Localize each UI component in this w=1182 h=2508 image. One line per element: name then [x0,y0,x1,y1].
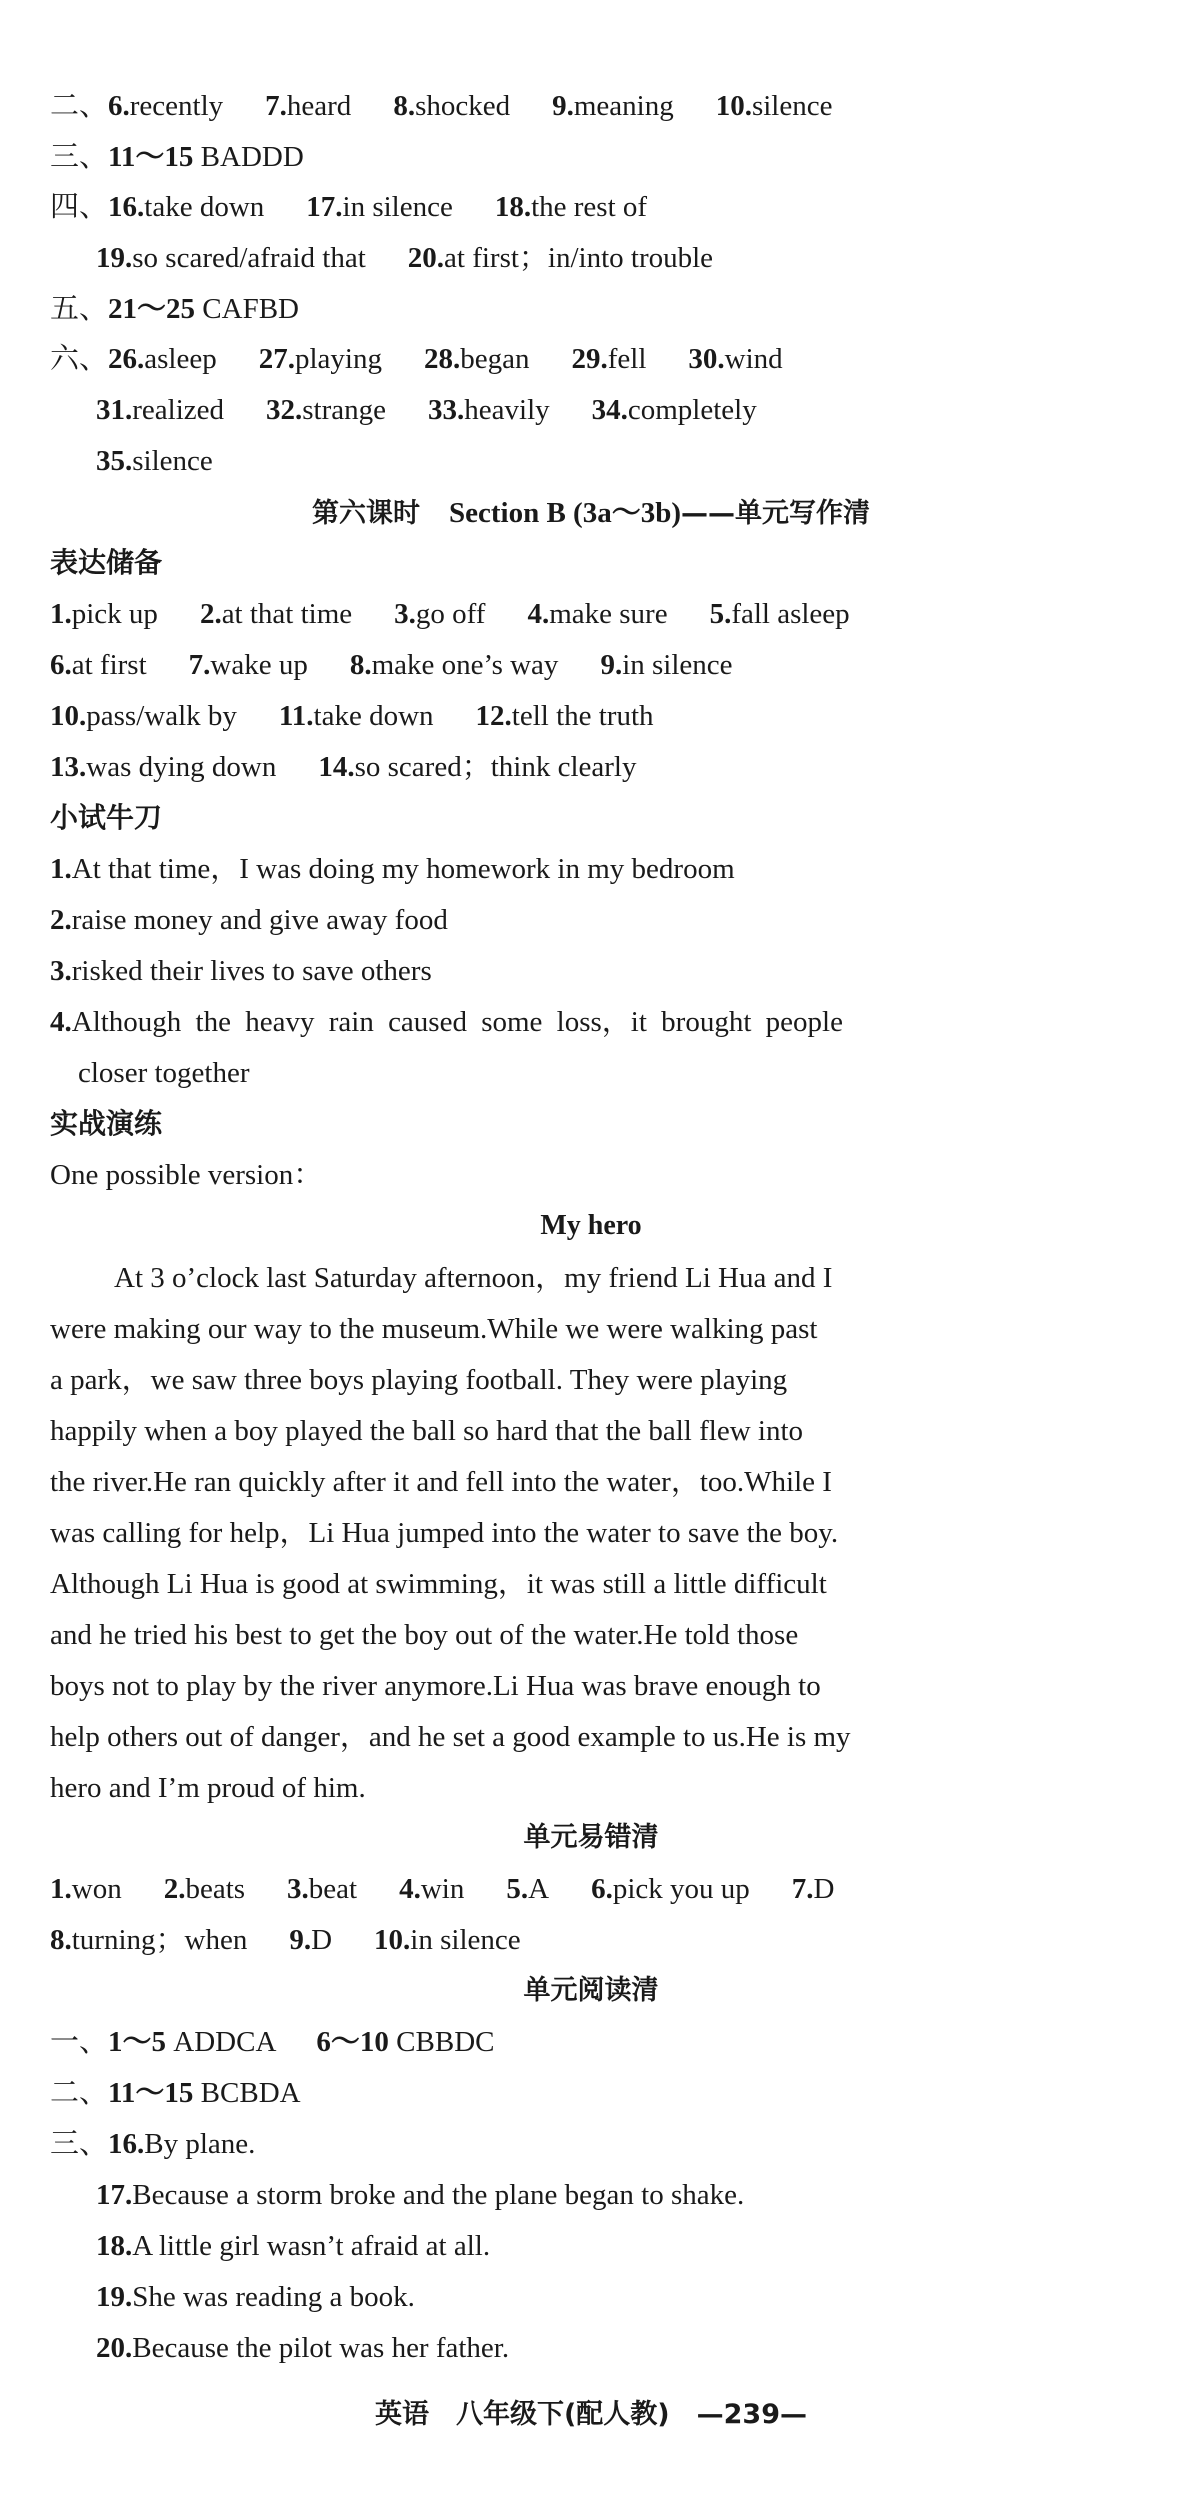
item-text: pick up [71,598,158,630]
item-number: 10. [374,1924,411,1956]
item-number: 8. [50,1924,72,1956]
item-text: was dying down [86,751,277,783]
item-text: in silence [342,191,453,223]
item-number: 5. [506,1873,529,1905]
item-number: 21～25 [108,293,196,325]
item-number: 20. [407,242,445,274]
expr-row2 [50,645,733,685]
part6-answers-row2 [96,390,757,430]
practice-heading: 实战演练 [50,1107,163,1140]
part-label: 二、 [50,2077,109,2109]
item-number: 9. [552,90,574,122]
item-text: pick you up [612,1873,750,1905]
item-text: at first；in/into trouble [444,242,714,274]
part4-answers-row1 [50,187,647,227]
item-text: began [460,343,530,375]
item-number: 3. [287,1873,309,1905]
item-text: take down [313,700,434,732]
try-item-2 [50,900,448,940]
item-text: won [71,1873,122,1905]
item-number: 18. [494,191,532,223]
item-number: 20. [96,2332,133,2364]
item-number: 6. [108,90,130,122]
part4-label: 四、 [50,191,109,223]
item-number: 11～15 [108,141,194,173]
item-text: at that time [221,598,353,630]
item-text: raise money and give away food [71,904,448,936]
item-number: 4. [50,1006,72,1038]
item-text: fell [607,343,647,375]
version-label: One possible version： [50,1159,323,1191]
essay-line: At 3 o’clock last Saturday afternoon，my friend Li Hua and I [114,1262,833,1294]
item-number: 6. [591,1873,613,1905]
item-text: so scared/afraid that [132,242,366,274]
page-footer: 英语 八年级下(配人教) —239— [374,2399,808,2430]
item-text: wake up [210,649,308,681]
part6-answers-row3 [96,441,213,481]
item-text: heard [286,90,352,122]
part-label: 一、 [50,2026,109,2058]
part2-label: 二、 [50,90,109,122]
item-number: 31. [96,394,133,426]
item-number: 16. [108,2128,145,2160]
item-text: Because the pilot was her father. [132,2332,510,2364]
item-text: at first [71,649,147,681]
item-text: fall asleep [731,598,850,630]
item-text: make sure [549,598,668,630]
item-number: 17. [96,2179,133,2211]
item-text: the rest of [531,191,648,223]
item-number: 10. [50,700,87,732]
item-text: in silence [410,1924,521,1956]
item-text: tell the truth [511,700,654,732]
item-number: 7. [791,1873,814,1905]
part5-answers [50,289,299,329]
essay-line: hero and I’m proud of him. [50,1772,366,1804]
item-number: 9. [289,1924,312,1956]
try-item-4 [50,1002,843,1042]
item-number: 19. [96,2281,133,2313]
item-number: 12. [475,700,512,732]
item-number: 16. [108,191,145,223]
item-number: 29. [571,343,608,375]
item-number: 26. [108,343,145,375]
item-number: 3. [50,955,72,987]
essay-title: My hero [540,1210,642,1241]
item-number: 6～10 [316,2026,389,2058]
item-number: 13. [50,751,87,783]
item-number: 3. [394,598,416,630]
item-number: 17. [306,191,343,223]
item-text: shocked [415,90,511,122]
item-text: beats [185,1873,246,1905]
reading-part3-item19 [96,2277,415,2317]
item-number: 7. [188,649,211,681]
item-number: 1. [50,853,72,885]
essay-line: the river.He ran quickly after it and fell into the water，too.While I [50,1466,832,1498]
item-text: go off [415,598,486,630]
essay-line: boys not to play by the river anymore.Li Hua was brave enough to [50,1670,821,1702]
lesson-label: 第六课时 [311,498,420,529]
essay-line: were making our way to the museum.While we were walking past [50,1313,818,1345]
reading-heading: 单元阅读清 [523,1975,659,2006]
item-number: 10. [715,90,752,122]
part-label: 三、 [50,2128,109,2160]
lesson6-heading [0,493,1182,534]
item-text: in silence [622,649,733,681]
item-number: 1～5 [108,2026,167,2058]
item-text: so scared；think clearly [354,751,637,783]
section-suffix: ——单元写作清 [681,498,870,529]
item-text: strange [302,394,387,426]
item-number: 1. [50,1873,72,1905]
item-number: 30. [688,343,725,375]
item-text: Although the heavy rain caused some loss，it brought people [71,1006,843,1038]
reading-part3-item16 [50,2124,255,2164]
item-text: By plane. [144,2128,256,2160]
section-label: Section B (3a～3b) [448,497,681,529]
item-number: 28. [423,343,461,375]
essay-body [50,1253,1130,1814]
item-text: pass/walk by [86,700,237,732]
part5-label: 五、 [50,293,109,325]
item-text: beat [308,1873,358,1905]
item-text: She was reading a book. [132,2281,415,2313]
item-number: 9. [600,649,623,681]
item-number: 11. [278,700,314,732]
item-text: BADDD [193,141,304,173]
item-text: playing [294,343,382,375]
item-text: Because a storm broke and the plane began to shake. [132,2179,745,2211]
item-text: A little girl wasn’t afraid at all. [132,2230,491,2262]
item-number: 19. [96,242,133,274]
item-number: 1. [50,598,72,630]
item-number: 27. [258,343,295,375]
item-text: D [311,1924,333,1956]
part3-label: 三、 [50,141,109,173]
essay-line: and he tried his best to get the boy out of the water.He told those [50,1619,799,1651]
part2-answers [50,86,832,126]
item-text: silence [132,445,213,477]
error-row2 [50,1920,521,1960]
essay-line: help others out of danger，and he set a good example to us.He is my [50,1721,851,1753]
essay-line: happily when a boy played the ball so hard that the ball flew into [50,1415,803,1447]
reading-part2 [50,2073,301,2113]
essay-line: was calling for help，Li Hua jumped into the water to save the boy. [50,1517,839,1549]
expr-heading: 表达储备 [50,546,163,579]
item-number: 33. [428,394,465,426]
item-text: take down [144,191,265,223]
item-number: 6. [50,649,72,681]
reading-part3-item20 [96,2328,509,2368]
error-heading: 单元易错清 [523,1822,659,1853]
item-number: 18. [96,2230,133,2262]
item-text: make one’s way [371,649,559,681]
part3-answers [50,137,304,177]
item-text: asleep [144,343,217,375]
essay-line: a park，we saw three boys playing football. They were playing [50,1364,788,1396]
item-number: 11～15 [108,2077,194,2109]
item-text: silence [751,90,833,122]
item-number: 7. [265,90,287,122]
reading-part1 [50,2022,495,2062]
item-number: 5. [709,598,732,630]
try-heading: 小试牛刀 [50,801,163,834]
item-text: D [813,1873,835,1905]
item-number: 4. [527,598,550,630]
item-text: risked their lives to save others [71,955,432,987]
item-text: CAFBD [195,293,299,325]
item-number: 35. [96,445,133,477]
part6-label: 六、 [50,343,109,375]
try-item-4-cont: closer together [78,1057,250,1089]
item-text: wind [724,343,783,375]
try-item-1 [50,849,735,889]
item-text: At that time，I was doing my homework in my bedroom [71,853,735,885]
item-number: 4. [399,1873,421,1905]
expr-row1 [50,594,850,634]
item-text: turning；when [71,1924,248,1956]
item-text: realized [132,394,225,426]
essay-line: Although Li Hua is good at swimming，it was still a little difficult [50,1568,827,1600]
item-number: 14. [318,751,355,783]
reading-part3-item18 [96,2226,490,2266]
item-number: 2. [199,598,222,630]
part6-answers-row1 [50,339,783,379]
item-text: win [420,1873,465,1905]
item-text: meaning [573,90,674,122]
item-text: ADDCA [166,2026,277,2058]
item-number: 2. [163,1873,186,1905]
reading-part3-item17 [96,2175,744,2215]
item-text: recently [129,90,224,122]
part4-answers-row2 [96,238,713,278]
item-text: A [528,1873,550,1905]
item-text: CBBDC [388,2026,495,2058]
error-row1 [50,1869,834,1909]
expr-row3 [50,696,654,736]
item-number: 2. [50,904,72,936]
expr-row4 [50,747,636,787]
item-number: 32. [266,394,303,426]
item-text: heavily [464,394,550,426]
item-number: 34. [591,394,628,426]
item-text: completely [627,394,757,426]
item-text: BCBDA [193,2077,301,2109]
item-number: 8. [349,649,372,681]
item-number: 8. [393,90,416,122]
try-item-3 [50,951,432,991]
